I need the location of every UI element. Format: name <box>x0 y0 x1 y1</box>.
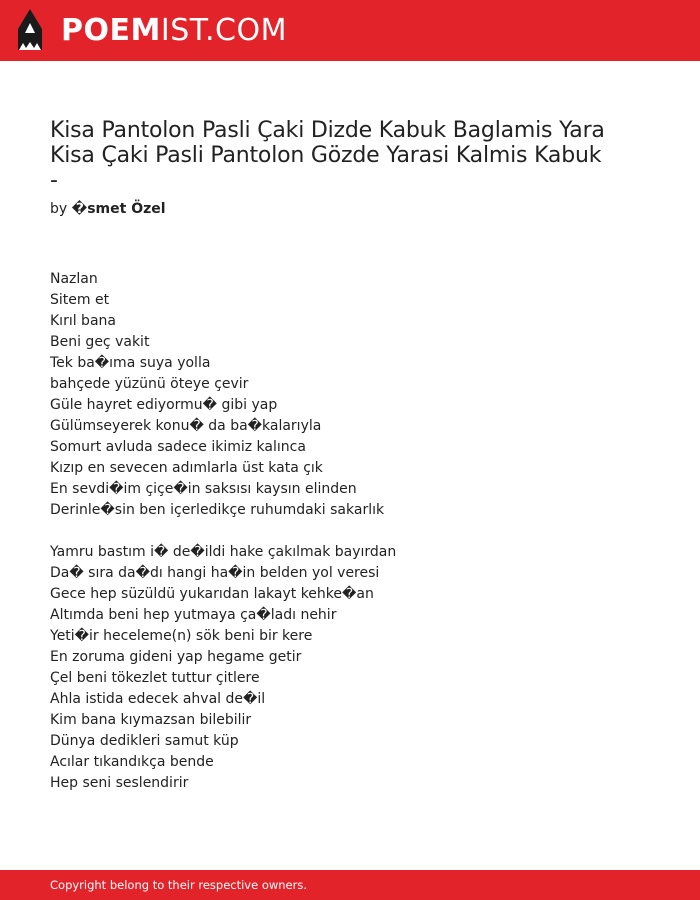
poem-stanza <box>50 269 396 521</box>
poem-line: Sitem et <box>50 292 110 308</box>
poem-line: Kim bana kıymazsan bilebilir <box>50 712 252 728</box>
poem-line: Çel beni tökezlet tuttur çitlere <box>50 670 260 686</box>
poem-line: Tek ba�ıma suya yolla <box>50 355 211 371</box>
poem-byline <box>50 200 166 218</box>
poem-author: �smet Özel <box>71 201 166 217</box>
site-logo[interactable] <box>61 13 287 49</box>
poem-line: Hep seni seslendirir <box>50 775 189 791</box>
poem-line: Acılar tıkandıkça bende <box>50 754 214 770</box>
poem-line: bahçede yüzünü öteye çevir <box>50 376 249 392</box>
poem-line: Güle hayret ediyormu� gibi yap <box>50 397 278 413</box>
poem-line: Dünya dedikleri samut küp <box>50 733 239 749</box>
logo-bold-text: POEM <box>61 13 161 48</box>
poem-body <box>50 269 396 815</box>
poem-title: Kisa Pantolon Pasli Çaki Dizde Kabuk Baglamis Yara Kisa Çaki Pasli Pantolon Gözde Yarasi Kalmis Kabuk - <box>50 118 605 193</box>
poem-line: Gülümseyerek konu� da ba�kalarıyla <box>50 418 322 434</box>
pencil-logo-icon[interactable] <box>17 9 43 51</box>
logo-light-text: IST.COM <box>160 13 287 48</box>
poem-line: Ahla istida edecek ahval de�il <box>50 691 266 707</box>
poem-line: En sevdi�im çiçe�in saksısı kaysın elinden <box>50 481 357 497</box>
poem-line: Da� sıra da�dı hangi ha�in belden yol veresi <box>50 565 380 581</box>
by-label: by <box>50 201 68 217</box>
site-header <box>0 0 700 61</box>
poem-line: Gece hep süzüldü yukarıdan lakayt kehke�an <box>50 586 374 602</box>
poem-line: Altımda beni hep yutmaya ça�ladı nehir <box>50 607 337 623</box>
poem-stanza <box>50 542 396 794</box>
poem-line: Yamru bastım i� de�ildi hake çakılmak bayırdan <box>50 544 397 560</box>
poem-line: Nazlan <box>50 271 98 287</box>
poem-line: Yeti�ir heceleme(n) sök beni bir kere <box>50 628 313 644</box>
copyright-text: Copyright belong to their respective owners. <box>50 878 308 892</box>
poem-line: Kızıp en sevecen adımlarla üst kata çık <box>50 460 323 476</box>
site-footer <box>0 870 700 900</box>
poem-line: En zoruma gideni yap hegame getir <box>50 649 302 665</box>
poem-line: Beni geç vakit <box>50 334 150 350</box>
poem-line: Derinle�sin ben içerledikçe ruhumdaki sakarlık <box>50 502 385 518</box>
poem-line: Somurt avluda sadece ikimiz kalınca <box>50 439 306 455</box>
poem-line: Kırıl bana <box>50 313 116 329</box>
